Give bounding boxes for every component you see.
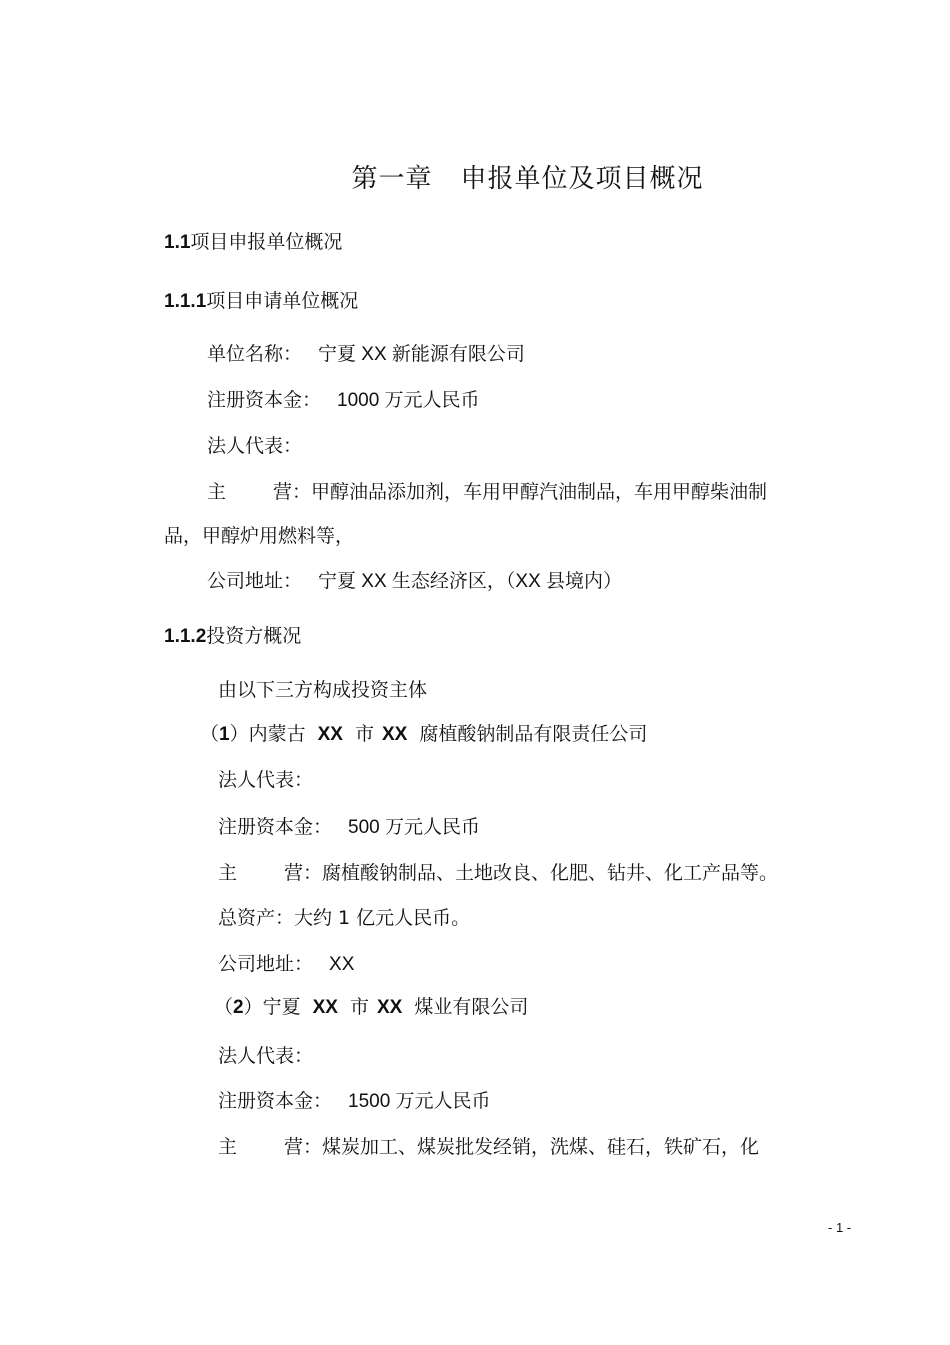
field-value: 腐植酸钠制品、土地改良、化肥、钻井、化工产品等。 <box>322 862 779 884</box>
investors-intro: 由以下三方构成投资主体 <box>218 679 428 701</box>
field-label: 公司地址： <box>218 953 314 975</box>
field-label: 法人代表： <box>207 435 303 457</box>
heading-text: 项目申报单位概况 <box>190 231 343 253</box>
field-label: 公司地址： <box>207 570 303 592</box>
field-value: 品，甲醇炉用燃料等， <box>164 525 355 547</box>
page-number: - 1 - <box>828 1220 852 1235</box>
applicant-business-line <box>207 479 767 505</box>
investor2-business-line <box>218 1134 759 1160</box>
list-index-open: （ <box>200 723 220 745</box>
heading-text: 项目申请单位概况 <box>206 290 359 312</box>
investor1-business-line <box>218 860 778 886</box>
list-index-number: 1 <box>219 724 230 745</box>
field-label: 营： <box>284 1136 323 1158</box>
company-name-part: XX <box>312 997 338 1018</box>
field-value: 500 万元人民币 <box>348 817 480 838</box>
field-label: 营： <box>273 481 312 503</box>
list-index-number: 2 <box>233 997 244 1018</box>
applicant-legal-line <box>207 433 302 459</box>
heading-text: 投资方概况 <box>206 625 302 647</box>
field-label: 营： <box>284 862 323 884</box>
investor1-address-line <box>218 951 354 978</box>
field-label: 法人代表： <box>218 769 314 791</box>
investor1-capital-line <box>218 814 480 841</box>
field-label: 注册资本金： <box>218 816 333 838</box>
field-label: 单位名称： <box>207 343 303 365</box>
company-name-part: XX <box>382 724 408 745</box>
chapter-name: 申报单位及项目概况 <box>460 164 704 194</box>
investor2-legal-line <box>218 1043 313 1069</box>
investor2-name-line <box>214 994 528 1021</box>
heading-1-1 <box>164 229 342 256</box>
company-name-part: 腐植酸钠制品有限责任公司 <box>419 723 648 745</box>
heading-number: 1.1.2 <box>164 626 207 647</box>
company-name-part: 煤业有限公司 <box>414 996 529 1018</box>
heading-1-1-1 <box>164 288 358 315</box>
applicant-name-line <box>207 341 525 368</box>
chapter-number: 第一章 <box>351 164 433 194</box>
list-index-close: ） <box>243 996 263 1018</box>
field-value: 宁夏 XX 生态经济区，（XX 县境内） <box>318 571 623 592</box>
investor1-assets-line: 总资产：大约 1 亿元人民币。 <box>218 907 471 929</box>
company-name-part: XX <box>377 997 403 1018</box>
applicant-capital-line <box>207 387 480 414</box>
chapter-title <box>0 162 950 196</box>
field-label: 主 <box>218 1136 238 1158</box>
field-label: 主 <box>218 862 238 884</box>
field-label: 主 <box>207 481 227 503</box>
list-index-open: （ <box>214 996 234 1018</box>
field-value: 甲醇油品添加剂，车用甲醇汽油制品，车用甲醇柴油制 <box>311 481 768 503</box>
field-label: 注册资本金： <box>207 389 322 411</box>
investor1-name-line <box>200 721 647 748</box>
field-label: 注册资本金： <box>218 1090 333 1112</box>
company-name-part: 内蒙古 <box>248 723 306 745</box>
applicant-address-line <box>207 568 622 595</box>
heading-number: 1.1.1 <box>164 291 207 312</box>
field-value: 1500 万元人民币 <box>348 1091 491 1112</box>
investor1-legal-line <box>218 767 313 793</box>
field-value: 宁夏 XX 新能源有限公司 <box>318 344 525 365</box>
company-name-part: 宁夏 <box>262 996 301 1018</box>
list-index-close: ） <box>229 723 249 745</box>
company-name-part: XX <box>317 724 343 745</box>
applicant-business-continuation <box>164 523 354 549</box>
heading-number: 1.1 <box>164 232 191 253</box>
field-value: 煤炭加工、煤炭批发经销，洗煤、硅石，铁矿石，化 <box>322 1136 760 1158</box>
company-name-part: 市 <box>349 996 369 1018</box>
field-value: 1000 万元人民币 <box>337 390 480 411</box>
field-value: XX <box>329 954 355 975</box>
heading-1-1-2 <box>164 623 301 650</box>
investor2-capital-line <box>218 1088 491 1115</box>
field-label: 法人代表： <box>218 1045 314 1067</box>
company-name-part: 市 <box>354 723 374 745</box>
